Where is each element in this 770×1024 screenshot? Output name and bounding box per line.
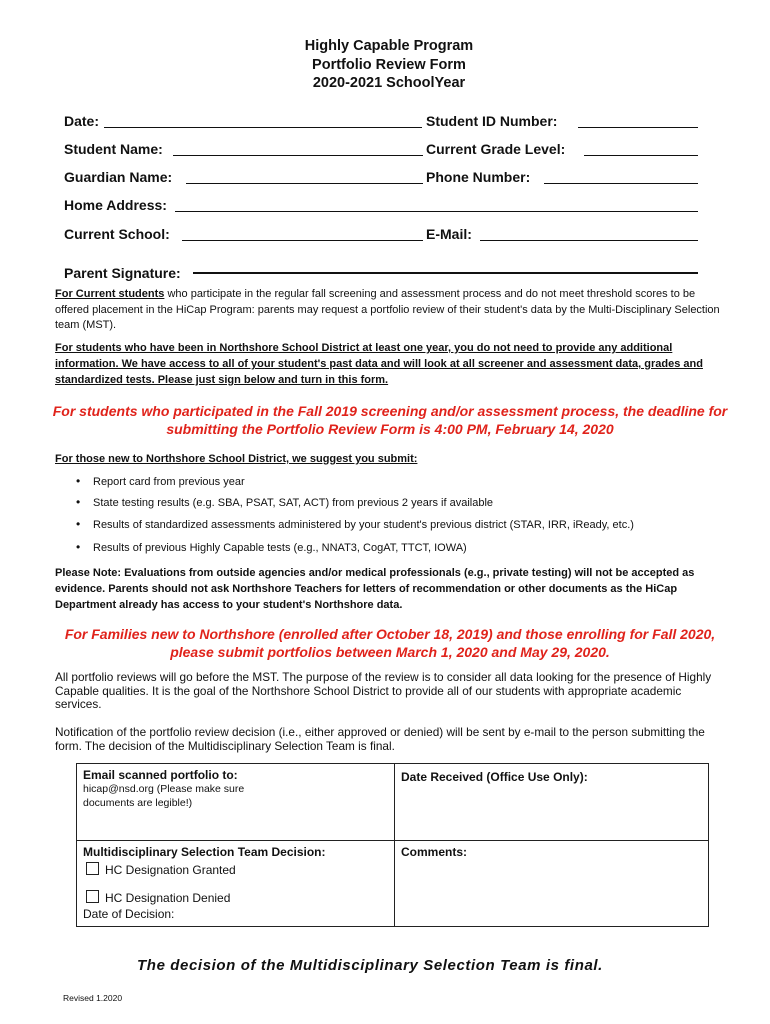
- guardian-name-label: Guardian Name:: [64, 169, 173, 185]
- denied-checkbox[interactable]: [86, 890, 99, 903]
- comments-label: Comments:: [401, 845, 468, 859]
- list-item: • Results of standardized assessments administered by your student's previous district (STAR, IRR, iReady, etc.): [76, 517, 634, 531]
- email-field[interactable]: [480, 240, 698, 241]
- list-item: • Results of previous Highly Capable tests (e.g., NNAT3, CogAT, TTCT, IOWA): [76, 540, 467, 554]
- families-notice: For Families new to Northshore (enrolled after October 18, 2019) and those enrolling for Fall 2020, please submit portfolios between March 1, 2020 and May 29, 2020.: [64, 626, 716, 660]
- title-line-3: 2020-2021 SchoolYear: [312, 75, 466, 91]
- current-school-label: Current School:: [64, 226, 170, 242]
- denied-option[interactable]: [83, 890, 388, 905]
- phone-label: Phone Number:: [426, 169, 531, 185]
- please-note: Please Note: Evaluations from outside agencies and/or medical professionals (e.g., private testing) will not be accepted as evidence. Parents should not ask Northshore Teachers for letters of recommendation or other documents as the HiCap Department already has access to your student's Northshore data.: [55, 567, 695, 611]
- student-id-field[interactable]: [578, 127, 698, 128]
- decision-heading: Multidisciplinary Selection Team Decision:: [83, 845, 326, 859]
- notification-paragraph: Notification of the portfolio review decision (i.e., either approved or denied) will be sent by e-mail to the person submitting the form. The decision of the Multidisciplinary Selection Team is final.: [55, 725, 705, 753]
- current-school-field[interactable]: [182, 240, 423, 241]
- list-item: • State testing results (e.g. SBA, PSAT, SAT, ACT) from previous 2 years if available: [76, 495, 494, 509]
- phone-field[interactable]: [544, 183, 698, 184]
- email-portfolio-text: hicap@nsd.org (Please make sure documents are legible!): [83, 783, 245, 809]
- parent-signature-label: Parent Signature:: [64, 265, 181, 281]
- date-of-decision-label: Date of Decision:: [83, 907, 175, 921]
- home-address-field[interactable]: [175, 211, 698, 212]
- form-title: [0, 37, 770, 93]
- email-label: E-Mail:: [426, 226, 472, 242]
- decision-cell: [77, 841, 395, 927]
- one-year-note: For students who have been in Northshore School District at least one year, you do not need to provide any additional information. We have access to all of your student's past data and will look at all screener and assessment data, grades and standardized tests. Please just sign below and turn in this form.: [55, 342, 703, 386]
- deadline-notice: For students who participated in the Fall 2019 screening and/or assessment process, the deadline for submitting the Portfolio Review Form is 4:00 PM, February 14, 2020: [52, 403, 728, 437]
- current-students-paragraph: [55, 287, 725, 334]
- current-students-text: who participate in the regular fall screening and assessment process and do not meet threshold scores to be offered placement in the HiCap Program: parents may request a portfolio review of their student's data by the Multi-Disciplinary Selection team (MST).: [55, 288, 720, 331]
- date-label: Date:: [64, 113, 100, 129]
- final-statement: The decision of the Multidisciplinary Selection Team is final.: [137, 957, 603, 974]
- title-line-1: Highly Capable Program: [304, 38, 474, 54]
- grade-level-label: Current Grade Level:: [426, 141, 566, 157]
- grade-level-field[interactable]: [584, 155, 698, 156]
- new-students-heading: For those new to Northshore School District, we suggest you submit:: [55, 453, 418, 465]
- granted-option[interactable]: [83, 862, 388, 877]
- revised-note: Revised 1.2020: [63, 993, 123, 1003]
- student-id-label: Student ID Number:: [426, 113, 558, 129]
- denied-label: HC Designation Denied: [105, 891, 231, 905]
- list-item: • Report card from previous year: [76, 474, 245, 488]
- title-line-2: Portfolio Review Form: [312, 56, 466, 73]
- student-name-field[interactable]: [173, 155, 423, 156]
- review-paragraph: All portfolio reviews will go before the MST. The purpose of the review is to consider all data looking for the presence of Highly Capable qualities. It is the goal of the Northshore School District to provide all of our students with appropriate academic services.: [55, 670, 712, 711]
- date-field[interactable]: [104, 127, 422, 128]
- student-name-label: Student Name:: [64, 141, 163, 157]
- parent-signature-field[interactable]: [193, 272, 698, 274]
- email-portfolio-cell: [77, 764, 395, 841]
- guardian-name-field[interactable]: [186, 183, 423, 184]
- email-portfolio-heading: Email scanned portfolio to:: [83, 768, 238, 782]
- home-address-label: Home Address:: [64, 197, 167, 213]
- office-use-table: [76, 763, 709, 927]
- granted-label: HC Designation Granted: [105, 863, 236, 877]
- current-students-lead: For Current students: [55, 288, 165, 300]
- date-received-cell[interactable]: [395, 764, 709, 841]
- granted-checkbox[interactable]: [86, 862, 99, 875]
- date-received-label: Date Received (Office Use Only):: [401, 770, 588, 784]
- comments-cell[interactable]: [395, 841, 709, 927]
